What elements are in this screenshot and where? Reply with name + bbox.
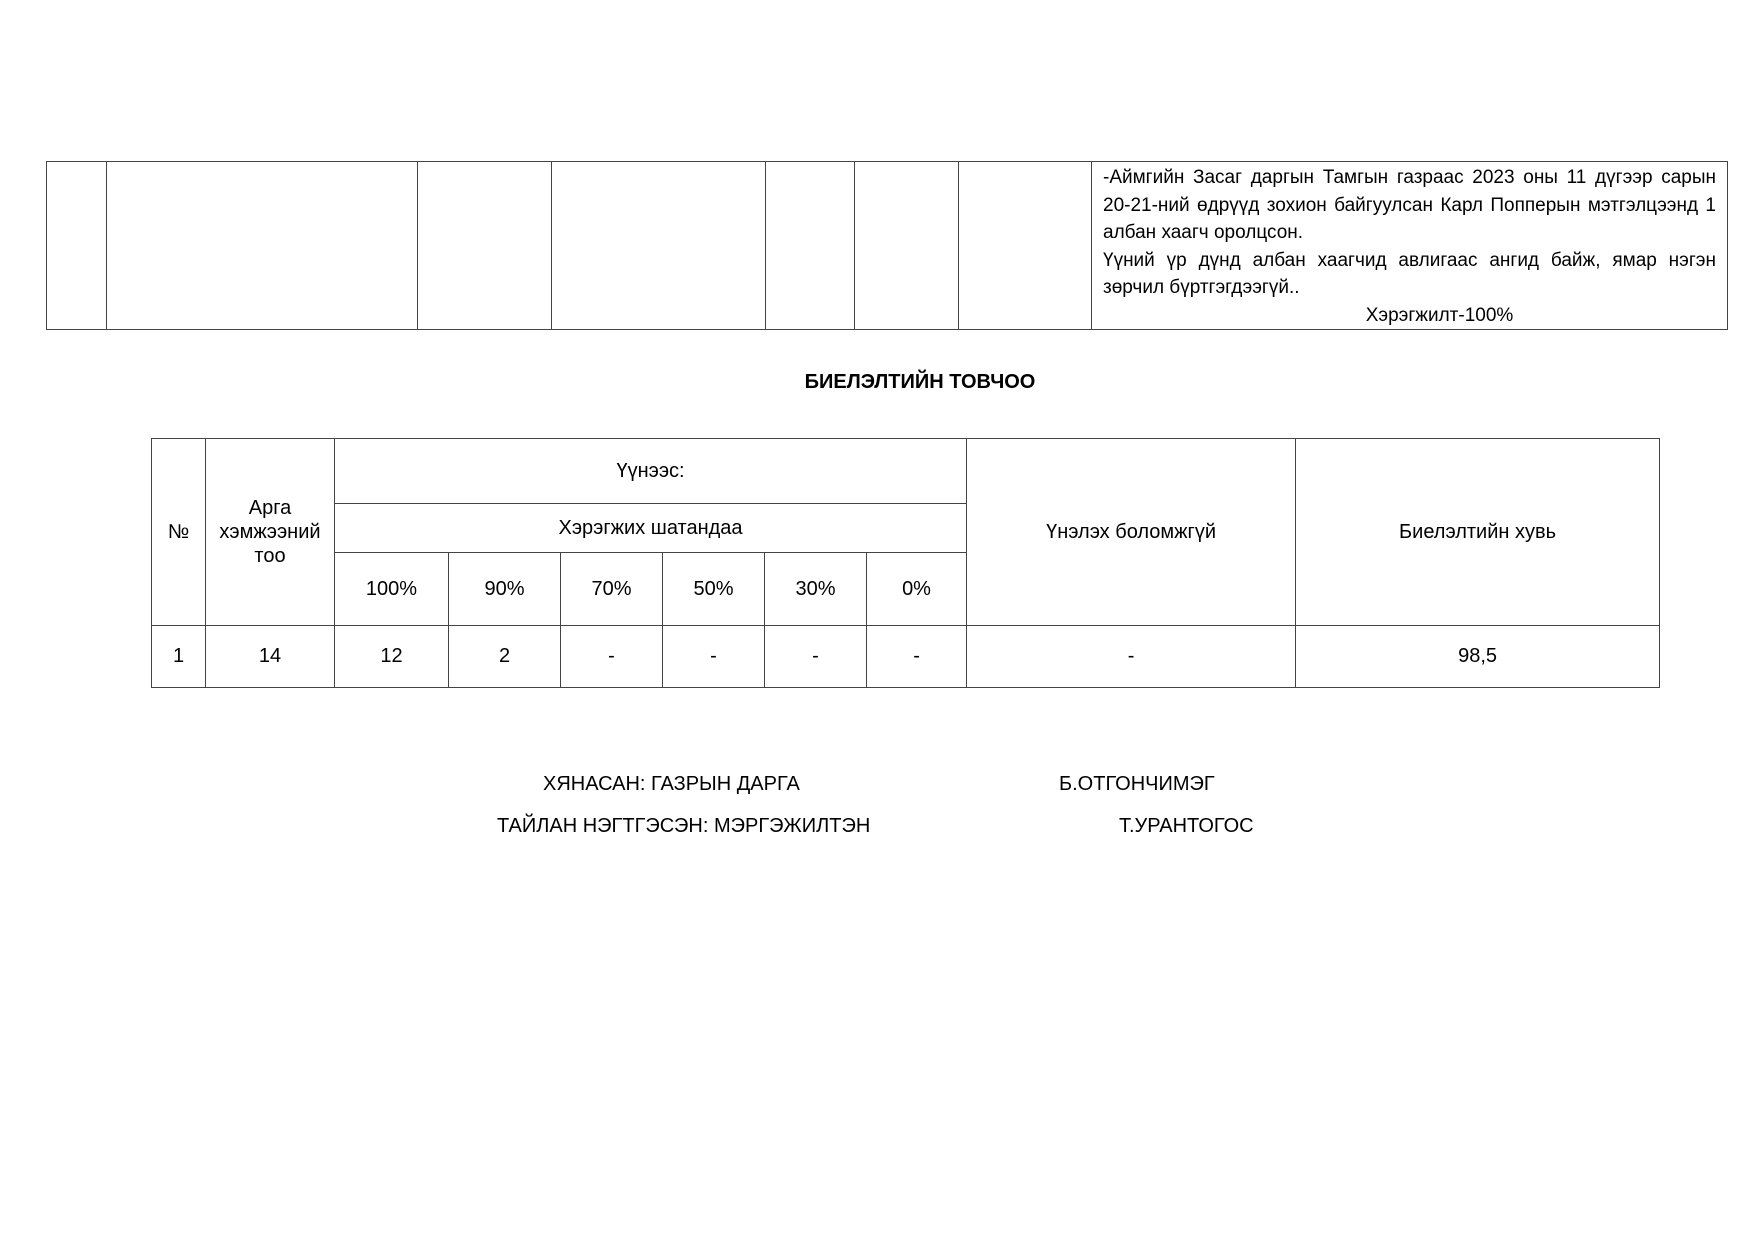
reviewed-by-name: Б.ОТГОНЧИМЭГ [1059, 773, 1215, 795]
implementation-notes-cell [1092, 162, 1728, 330]
header-number: № [152, 439, 206, 626]
cell-measures-count: 14 [206, 626, 335, 688]
summary-title: БИЕЛЭЛТИЙН ТОВЧОО [804, 371, 1036, 393]
compiled-by-label: ТАЙЛАН НЭГТГЭСЭН: МЭРГЭЖИЛТЭН [497, 815, 871, 837]
header-level: 100% [335, 553, 449, 626]
cell-level: - [765, 626, 867, 688]
table-cell [107, 162, 418, 330]
table-cell [47, 162, 107, 330]
header-of-which: Үүнээс: [335, 439, 967, 504]
cell-level: - [867, 626, 967, 688]
compiled-by-name: Т.УРАНТОГОС [1119, 815, 1254, 837]
header-level: 90% [449, 553, 561, 626]
reviewed-by-label: ХЯНАСАН: ГАЗРЫН ДАРГА [543, 773, 800, 795]
table-header-row [152, 439, 1660, 504]
cell-level: 12 [335, 626, 449, 688]
header-level: 30% [765, 553, 867, 626]
implementation-note: Үүний үр дүнд албан хаагчид авлигаас ангид байж, ямар нэгэн зөрчил бүртгэгдээгүй.. [1103, 249, 1716, 298]
header-measures-count: Арга хэмжээний тоо [206, 439, 335, 626]
cell-number: 1 [152, 626, 206, 688]
table-cell [552, 162, 766, 330]
table-cell [959, 162, 1092, 330]
implementation-result: Хэрэгжилт-100% [1365, 304, 1514, 326]
table-cell [766, 162, 855, 330]
table-row [47, 162, 1728, 330]
report-table-continuation [46, 161, 1728, 330]
header-implementation-level: Хэрэгжих шатандаа [335, 504, 967, 553]
table-cell [418, 162, 552, 330]
header-level: 50% [663, 553, 765, 626]
summary-table [151, 438, 1660, 688]
header-completion-percent: Биелэлтийн хувь [1296, 439, 1660, 626]
cell-level: - [663, 626, 765, 688]
cell-completion-percent: 98,5 [1296, 626, 1660, 688]
header-level: 70% [561, 553, 663, 626]
table-cell [855, 162, 959, 330]
implementation-note: -Аймгийн Засаг даргын Тамгын газраас 2023 оны 11 дүгээр сарын 20-21-ний өдрүүд зохион байгуулсан Карл Попперын мэтгэлцээнд 1 албан хаагч оролцсон. [1103, 167, 1716, 243]
cell-not-evaluable: - [967, 626, 1296, 688]
cell-level: - [561, 626, 663, 688]
table-row [152, 626, 1660, 688]
header-not-evaluable: Үнэлэх боломжгүй [967, 439, 1296, 626]
cell-level: 2 [449, 626, 561, 688]
header-level: 0% [867, 553, 967, 626]
